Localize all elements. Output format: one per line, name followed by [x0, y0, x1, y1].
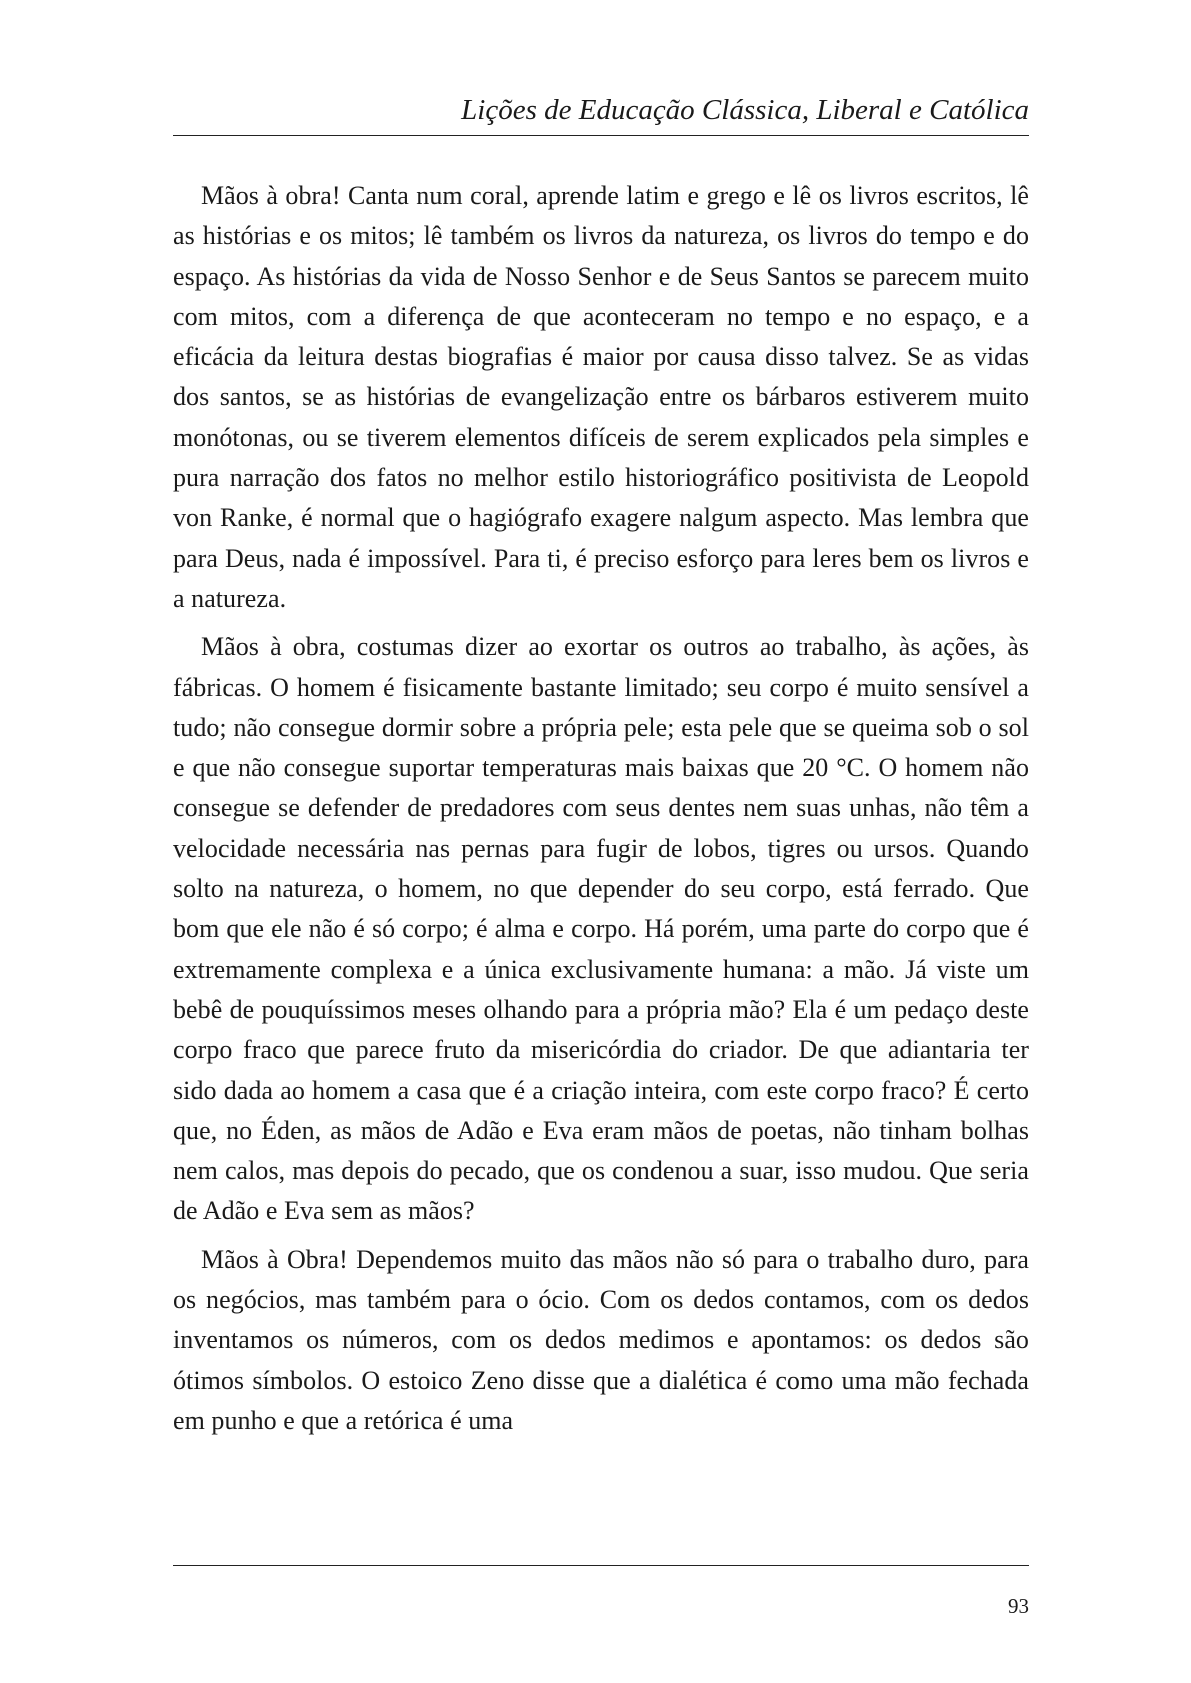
paragraph-3: Mãos à Obra! Dependemos muito das mãos não só para o trabalho duro, para os negócios, mas também para o ócio. Com os dedos contamos, com os dedos inventamos os números, com os dedos medimos e apontamos: os dedos são ótimos símbolos. O estoico Zeno disse que a dialética é como uma mão fechada em punho e que a retórica é uma	[173, 1244, 1029, 1435]
footer-rule	[173, 1565, 1029, 1566]
body-text	[173, 176, 1029, 1449]
page-number: 93	[1008, 1594, 1029, 1618]
paragraph-2: Mãos à obra, costumas dizer ao exortar os outros ao trabalho, às ações, às fábricas. O homem é fisicamente bastante limitado; seu corpo é muito sensível a tudo; não consegue dormir sobre a própria pele; esta pele que se queima sob o sol e que não consegue suportar temperaturas mais baixas que 20 °C. O homem não consegue se defender de predadores com seus dentes nem suas unhas, não têm a velocidade necessária nas pernas para fugir de lobos, tigres ou ursos. Quando solto na natureza, o homem, no que depender do seu corpo, está ferrado. Que bom que ele não é só corpo; é alma e corpo. Há porém, uma parte do corpo que é extremamente complexa e a única exclusivamente humana: a mão. Já viste um bebê de pouquíssimos meses olhando para a própria mão? Ela é um pedaço deste corpo fraco que parece fruto da misericórdia do criador. De que adiantaria ter sido dada ao homem a casa que é a criação inteira, com este corpo fraco? É certo que, no Éden, as mãos de Adão e Eva eram mãos de poetas, não tinham bolhas nem calos, mas depois do pecado, que os condenou a suar, isso mudou. Que seria de Adão e Eva sem as mãos?	[173, 632, 1029, 1226]
paragraph-1: Mãos à obra! Canta num coral, aprende latim e grego e lê os livros escritos, lê as histórias e os mitos; lê também os livros da natureza, os livros do tempo e do espaço. As histórias da vida de Nosso Senhor e de Seus Santos se parecem muito com mitos, com a diferença de que aconteceram no tempo e no espaço, e a eficácia da leitura destas biografias é maior por causa disso talvez. Se as vidas dos santos, se as histórias de evangelização entre os bárbaros estiverem muito monótonas, ou se tiverem elementos difíceis de serem explicados pela simples e pura narração dos fatos no melhor estilo historiográfico positivista de Leopold von Ranke, é normal que o hagiógrafo exagere nalgum aspecto. Mas lembra que para Deus, nada é impossível. Para ti, é preciso esforço para leres bem os livros e a natureza.	[173, 181, 1029, 613]
header-rule	[173, 135, 1029, 136]
running-header-title: Lições de Educação Clássica, Liberal e Católica	[461, 94, 1029, 126]
